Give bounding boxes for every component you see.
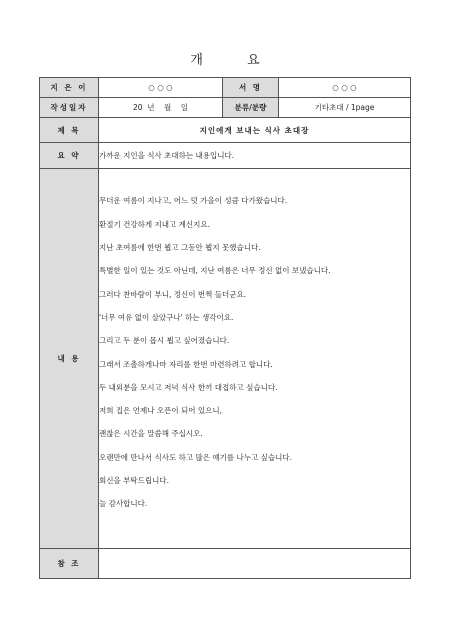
summary-value: 가까운 지인을 식사 초대하는 내용입니다. (99, 143, 411, 169)
content-line: 그러다 찬바람이 부니, 정신이 번쩍 들더군요. (99, 289, 247, 299)
content-line: '너무 여유 없이 살았구나' 하는 생각이요. (99, 312, 234, 322)
signature-value: ○ ○ ○ (279, 78, 411, 98)
category-label: 분류/분량 (223, 98, 279, 118)
content-label: 내 용 (40, 169, 99, 549)
content-line: 괜찮은 시간을 말씀해 주십시오. (99, 429, 203, 439)
content-body (99, 169, 411, 549)
reference-value (99, 549, 411, 579)
content-line: 지난 초여름에 한번 뵙고 그동안 뵙지 못했습니다. (99, 243, 261, 253)
content-line: 환절기 건강하게 지내고 계신지요. (99, 219, 210, 229)
document-title: 개 요 (190, 53, 280, 68)
content-line: 저희 집은 언제나 오픈이 되어 있으니, (99, 406, 222, 416)
overview-form-table (39, 77, 411, 579)
content-line: 특별한 일이 있는 것도 아닌데, 지난 여름은 너무 정신 없이 보냈습니다. (99, 266, 331, 276)
category-value: 기타초대 / 1page (279, 98, 411, 118)
content-line: 두 내외분을 모시고 저녁 식사 한끼 대접하고 싶습니다. (99, 382, 278, 392)
date-row (40, 98, 411, 118)
subject-value: 지인에게 보내는 식사 초대장 (99, 118, 411, 143)
content-line: 회신을 부탁드립니다. (99, 475, 169, 485)
author-value: ○ ○ ○ (99, 78, 223, 98)
summary-label: 요 약 (40, 143, 99, 169)
content-line: 무더운 여름이 지나고, 어느 덧 가을이 성큼 다가왔습니다. (99, 196, 288, 206)
reference-label: 참 조 (40, 549, 99, 579)
subject-row (40, 118, 411, 143)
author-row (40, 78, 411, 98)
reference-row (40, 549, 411, 579)
author-label: 지 은 이 (40, 78, 99, 98)
content-line: 그래서 조촐하게나마 자리를 한번 마련하려고 합니다. (99, 359, 273, 369)
date-value: 20 년 월 일 (99, 98, 223, 118)
signature-label: 서 명 (223, 78, 279, 98)
content-line: 오랜만에 만나서 식사도 하고 많은 얘기를 나누고 싶습니다. (99, 452, 292, 462)
subject-label: 제 목 (40, 118, 99, 143)
summary-row (40, 143, 411, 169)
content-line: 늘 감사합니다. (99, 499, 148, 509)
content-line: 그리고 두 분이 몹시 뵙고 싶어졌습니다. (99, 336, 230, 346)
date-label: 작성일자 (40, 98, 99, 118)
content-row (40, 169, 411, 549)
